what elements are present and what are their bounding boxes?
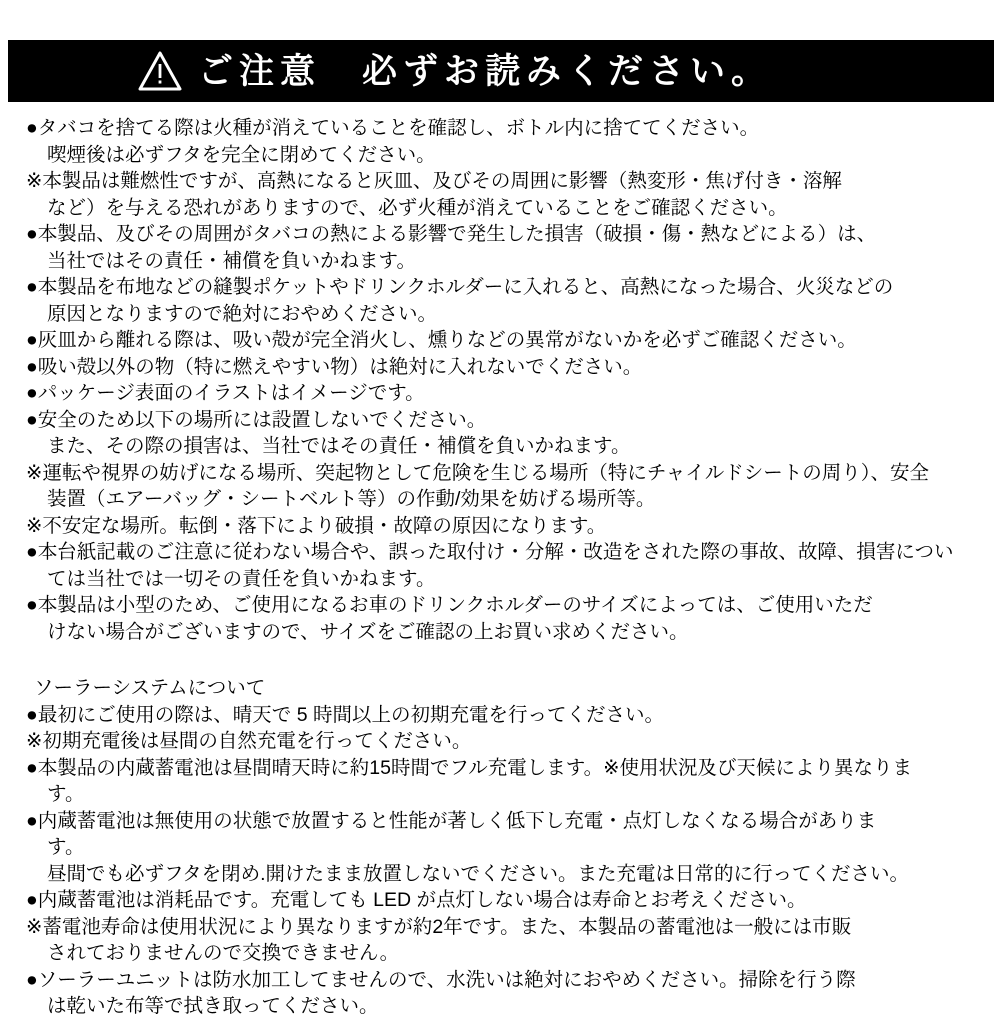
warning-line: ●内蔵蓄電池は消耗品です。充電しても LED が点灯しない場合は寿命とお考えください。: [26, 889, 807, 911]
warning-line: す。: [47, 836, 85, 858]
warning-banner: [8, 40, 994, 102]
warning-line: ※初期充電後は昼間の自然充電を行ってください。: [26, 730, 472, 752]
warning-line: ●灰皿から離れる際は、吸い殻が完全消火し、燻りなどの異常がないかを必ずご確認ください。: [26, 329, 857, 351]
warning-line: けない場合がございますので、サイズをご確認の上お買い求めください。: [47, 620, 689, 643]
warning-line: ●本製品、及びその周囲がタバコの熱による影響で発生した損害（破損・傷・熱などによる）は、: [26, 223, 877, 245]
warning-line: ●パッケージ表面のイラストはイメージです。: [26, 382, 425, 404]
section-solar-system: [26, 675, 982, 1020]
warning-line: されておりませんので交換できません。: [47, 942, 400, 964]
warning-line: ●内蔵蓄電池は無使用の状態で放置すると性能が著しく低下し充電・点灯しなくなる場合がありま: [26, 809, 877, 832]
warning-line: ※運転や視界の妨げになる場所、突起物として危険を生じる場所（特にチャイルドシートの周り）、安全: [26, 461, 930, 484]
warning-line: また、その際の損害は、当社ではその責任・補償を負いかねます。: [47, 435, 631, 457]
warning-line: ※蓄電池寿命は使用状況により異なりますが約2年です。また、本製品の蓄電池は一般には市販: [26, 915, 852, 938]
warning-line: ※不安定な場所。転倒・落下により破損・故障の原因になります。: [26, 514, 607, 537]
warning-line: は乾いた布等で拭き取ってください。: [47, 995, 379, 1017]
section-title-solar-system: ソーラーシステムについて: [34, 677, 266, 699]
warning-line: 原因となりますので絶対におやめください。: [47, 302, 438, 325]
warning-line: ※本製品は難燃性ですが、高熱になると灰皿、及びその周囲に影響（熱変形・焦げ付き・溶解: [26, 170, 842, 192]
warning-line: 昼間でも必ずフタを閉め.開けたまま放置しないでください。また充電は日常的に行ってください。: [47, 862, 910, 885]
warning-line: ●最初にご使用の際は、晴天で 5 時間以上の初期充電を行ってください。: [26, 703, 664, 726]
warning-line: など）を与える恐れがありますので、必ず火種が消えていることをご確認ください。: [47, 196, 788, 219]
warning-triangle-icon: [138, 51, 182, 91]
warning-line: 装置（エアーバッグ・シートベルト等）の作動/効果を妨げる場所等。: [47, 488, 656, 510]
warning-line: 喫煙後は必ずフタを完全に閉めてください。: [47, 143, 436, 166]
warning-line: ●本台紙記載のご注意に従わない場合や、誤った取付け・分解・改造をされた際の事故、故障、損害につい: [26, 541, 954, 563]
warning-line: ●安全のため以下の場所には設置しないでください。: [26, 408, 487, 431]
warning-line: 当社ではその責任・補償を負いかねます。: [47, 249, 416, 272]
section-general-warnings: [26, 115, 982, 645]
warning-line: ては当社では一切その責任を負いかねます。: [47, 567, 436, 590]
warning-line: ●本製品を布地などの縫製ポケットやドリンクホルダーに入れると、高熱になった場合、火災などの: [26, 276, 894, 298]
warning-line: ●本製品の内蔵蓄電池は昼間晴天時に約15時間でフル充電します。※使用状況及び天候により異なりま: [26, 756, 912, 779]
banner-title: ご注意 必ずお読みください。: [198, 51, 773, 91]
warning-line: す。: [47, 783, 85, 805]
warning-line: ●本製品は小型のため、ご使用になるお車のドリンクホルダーのサイズによっては、ご使用いただ: [26, 594, 873, 616]
warning-line: ●吸い殻以外の物（特に燃えやすい物）は絶対に入れないでください。: [26, 355, 643, 378]
warning-line: ●タバコを捨てる際は火種が消えていることを確認し、ボトル内に捨ててください。: [26, 117, 760, 139]
section-divider-space: [26, 645, 982, 675]
warning-content: [26, 115, 982, 1020]
warning-line: ●ソーラーユニットは防水加工してませんので、水洗いは絶対におやめください。掃除を行う際: [26, 968, 856, 991]
